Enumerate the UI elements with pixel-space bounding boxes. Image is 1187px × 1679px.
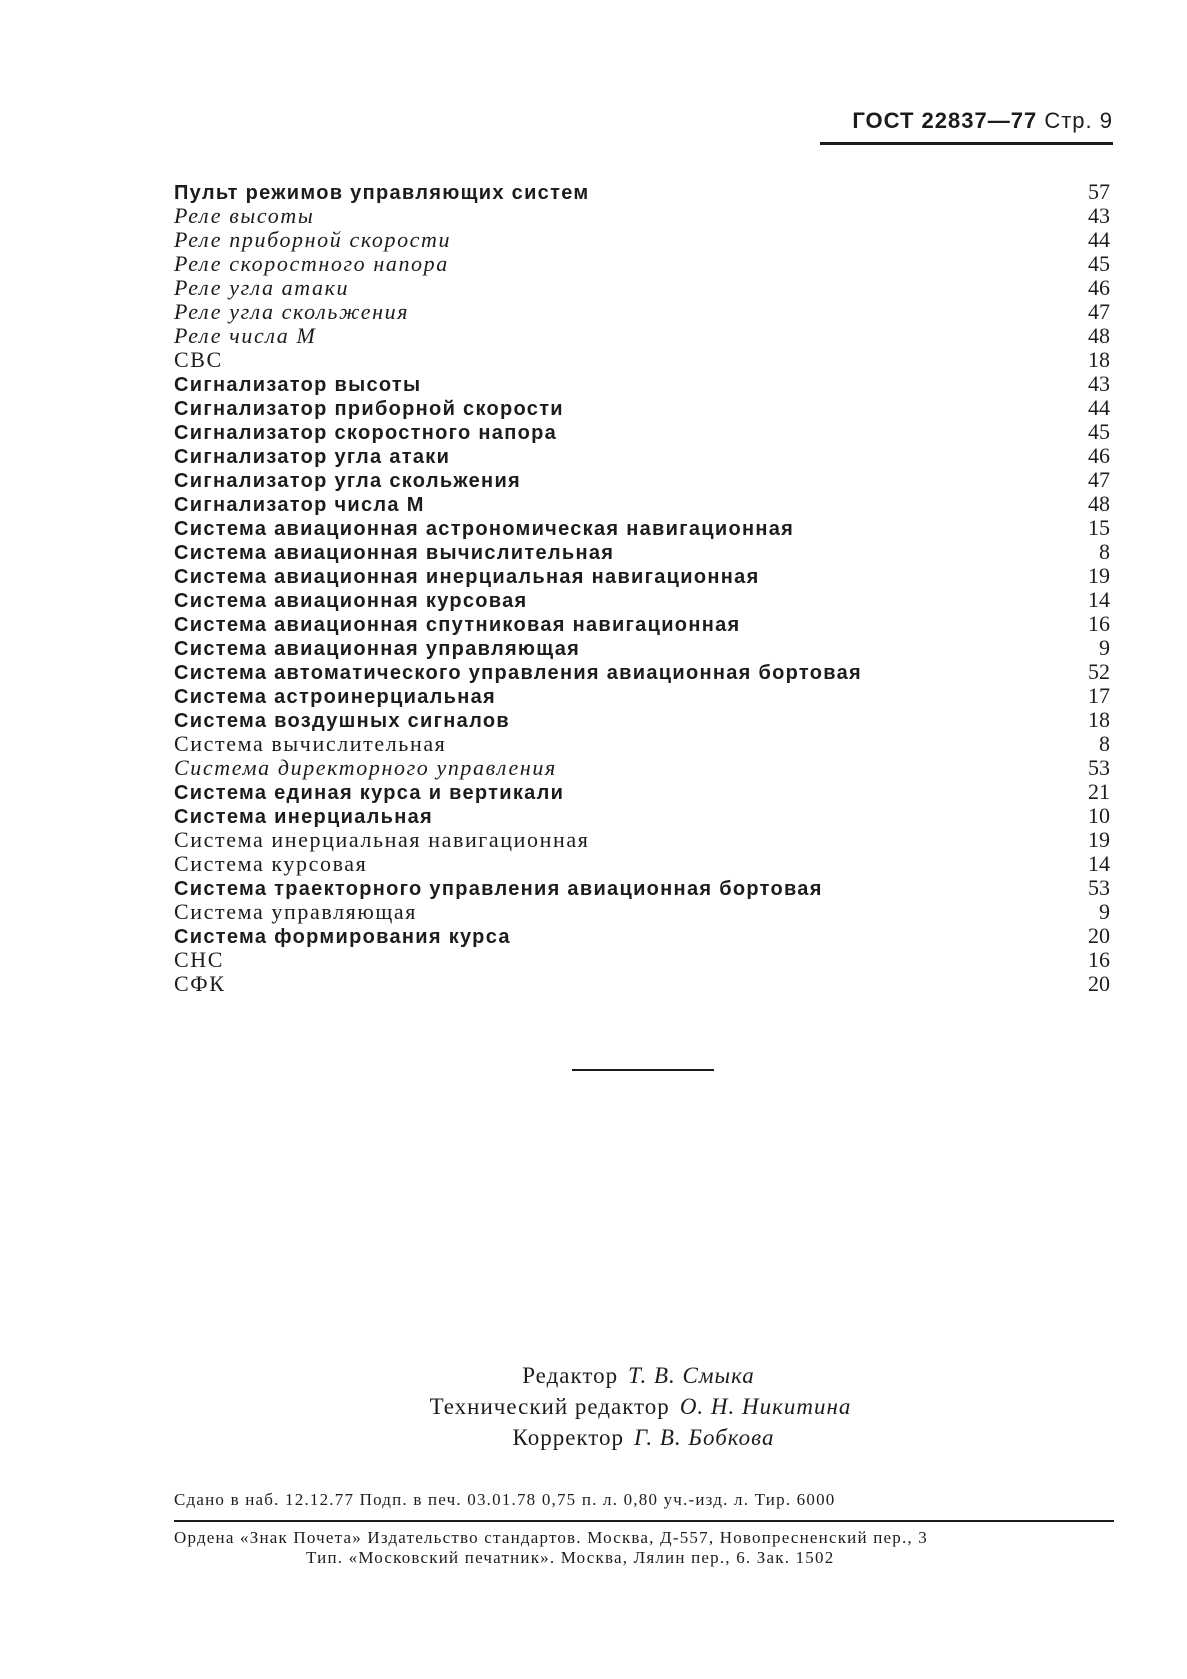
index-page-number: 21 — [1088, 779, 1110, 804]
index-entry — [174, 683, 1110, 707]
index-term: Реле угла атаки — [174, 275, 350, 300]
index-term: Система авиационная вычислительная — [174, 542, 615, 564]
corrector-line — [0, 1422, 1187, 1453]
index-page-number: 19 — [1088, 827, 1110, 852]
page-header — [820, 108, 1113, 145]
index-term: СВС — [174, 347, 223, 372]
index-page-number: 43 — [1088, 371, 1110, 396]
index-page-number: 44 — [1088, 227, 1110, 252]
index-page-number: 14 — [1088, 851, 1110, 876]
index-entry — [174, 299, 1110, 323]
index-term: Система единая курса и вертикали — [174, 782, 565, 804]
index-page-number: 17 — [1088, 683, 1110, 708]
index-page-number: 8 — [1099, 539, 1110, 564]
index-page-number: 48 — [1088, 323, 1110, 348]
index-entry — [174, 539, 1110, 563]
index-term: Сигнализатор высоты — [174, 374, 422, 396]
index-term: Система авиационная спутниковая навигационная — [174, 614, 741, 636]
index-page-number: 9 — [1099, 899, 1110, 924]
index-term: Система траекторного управления авиационная бортовая — [174, 878, 823, 900]
index-entry — [174, 371, 1110, 395]
index-page-number: 45 — [1088, 419, 1110, 444]
standard-number: ГОСТ 22837—77 — [852, 108, 1038, 133]
index-entry — [174, 275, 1110, 299]
index-term: Система инерциальная — [174, 806, 434, 828]
index-entry — [174, 251, 1110, 275]
index-page-number: 18 — [1088, 347, 1110, 372]
imprint-block — [174, 1490, 1114, 1568]
index-entry — [174, 851, 1110, 875]
index-entry — [174, 443, 1110, 467]
index-entry — [174, 707, 1110, 731]
corrector-name: Г. В. Бобкова — [634, 1425, 775, 1450]
index-term: Система авиационная курсовая — [174, 590, 528, 612]
index-term: Реле числа М — [174, 323, 317, 348]
credits-block — [0, 1360, 1187, 1453]
imprint-publisher: Ордена «Знак Почета» Издательство стандартов. Москва, Д-557, Новопресненский пер., 3 — [174, 1528, 928, 1547]
header-text — [820, 108, 1113, 134]
index-page-number: 18 — [1088, 707, 1110, 732]
index-entry — [174, 563, 1110, 587]
index-page-number: 53 — [1088, 755, 1110, 780]
index-page-number: 46 — [1088, 275, 1110, 300]
index-term: Сигнализатор приборной скорости — [174, 398, 564, 420]
index-entry — [174, 923, 1110, 947]
section-divider — [572, 1069, 714, 1071]
editor-name: Т. В. Смыка — [628, 1363, 755, 1388]
index-entry — [174, 203, 1110, 227]
index-page-number: 20 — [1088, 971, 1110, 996]
index-entry — [174, 875, 1110, 899]
index-page-number: 52 — [1088, 659, 1110, 684]
index-entry — [174, 779, 1110, 803]
imprint-printer: Тип. «Московский печатник». Москва, Лялин пер., 6. Зак. 1502 — [306, 1548, 835, 1567]
index-page-number: 20 — [1088, 923, 1110, 948]
index-term: Система формирования курса — [174, 926, 511, 948]
corrector-role: Корректор — [512, 1425, 625, 1450]
index-term: Система авиационная инерциальная навигационная — [174, 566, 760, 588]
index-entry — [174, 227, 1110, 251]
index-term: Реле угла скольжения — [174, 299, 410, 324]
index-page-number: 57 — [1088, 179, 1110, 204]
index-page-number: 15 — [1088, 515, 1110, 540]
index-term: СФК — [174, 971, 226, 996]
index-term: Система автоматического управления авиационная бортовая — [174, 662, 862, 684]
index-term: Система директорного управления — [174, 755, 557, 780]
index-term: Система управляющая — [174, 899, 418, 924]
index-entry — [174, 635, 1110, 659]
index-page-number: 45 — [1088, 251, 1110, 276]
editor-line — [0, 1360, 1187, 1391]
index-term: Система инерциальная навигационная — [174, 827, 590, 852]
index-entry — [174, 803, 1110, 827]
editor-role: Редактор — [522, 1363, 619, 1388]
header-rule — [820, 142, 1113, 145]
index-term: Система авиационная астрономическая навигационная — [174, 518, 795, 540]
index-entry — [174, 659, 1110, 683]
index-term: Система астроинерциальная — [174, 686, 497, 708]
index-entry — [174, 515, 1110, 539]
index-entry — [174, 899, 1110, 923]
index-term: Сигнализатор скоростного напора — [174, 422, 558, 444]
index-entry — [174, 587, 1110, 611]
index-entry — [174, 947, 1110, 971]
tech-editor-line — [0, 1391, 1187, 1422]
index-term: Реле высоты — [174, 203, 315, 228]
index-page-number: 44 — [1088, 395, 1110, 420]
index-entry — [174, 827, 1110, 851]
index-entry — [174, 467, 1110, 491]
index-term: Система курсовая — [174, 851, 368, 876]
page-number: Стр. 9 — [1044, 108, 1113, 133]
index-page-number: 8 — [1099, 731, 1110, 756]
alphabetical-index — [174, 179, 1110, 995]
imprint-print-details: Сдано в наб. 12.12.77 Подп. в печ. 03.01.78 0,75 п. л. 0,80 уч.-изд. л. Тир. 6000 — [174, 1490, 836, 1509]
index-page-number: 46 — [1088, 443, 1110, 468]
index-page-number: 47 — [1088, 467, 1110, 492]
index-entry — [174, 491, 1110, 515]
index-entry — [174, 755, 1110, 779]
index-entry — [174, 347, 1110, 371]
index-page-number: 48 — [1088, 491, 1110, 516]
index-term: Реле приборной скорости — [174, 227, 452, 252]
index-term: Сигнализатор угла скольжения — [174, 470, 522, 492]
index-term: Реле скоростного напора — [174, 251, 449, 276]
index-page-number: 19 — [1088, 563, 1110, 588]
index-entry — [174, 179, 1110, 203]
index-entry — [174, 731, 1110, 755]
index-term: Система воздушных сигналов — [174, 710, 510, 732]
index-page-number: 14 — [1088, 587, 1110, 612]
tech-editor-name: О. Н. Никитина — [679, 1394, 852, 1419]
index-entry — [174, 323, 1110, 347]
tech-editor-role: Технический редактор — [429, 1394, 670, 1419]
index-entry — [174, 419, 1110, 443]
index-page-number: 16 — [1088, 611, 1110, 636]
index-page-number: 9 — [1099, 635, 1110, 660]
index-entry — [174, 971, 1110, 995]
index-term: Система вычислительная — [174, 731, 447, 756]
index-page-number: 47 — [1088, 299, 1110, 324]
index-entry — [174, 395, 1110, 419]
index-term: Сигнализатор угла атаки — [174, 446, 451, 468]
index-term: СНС — [174, 947, 225, 972]
index-term: Пульт режимов управляющих систем — [174, 182, 590, 204]
index-term: Система авиационная управляющая — [174, 638, 581, 660]
index-page-number: 43 — [1088, 203, 1110, 228]
index-page-number: 10 — [1088, 803, 1110, 828]
index-term: Сигнализатор числа М — [174, 494, 425, 516]
index-page-number: 16 — [1088, 947, 1110, 972]
index-entry — [174, 611, 1110, 635]
index-page-number: 53 — [1088, 875, 1110, 900]
imprint-rule — [174, 1520, 1114, 1522]
